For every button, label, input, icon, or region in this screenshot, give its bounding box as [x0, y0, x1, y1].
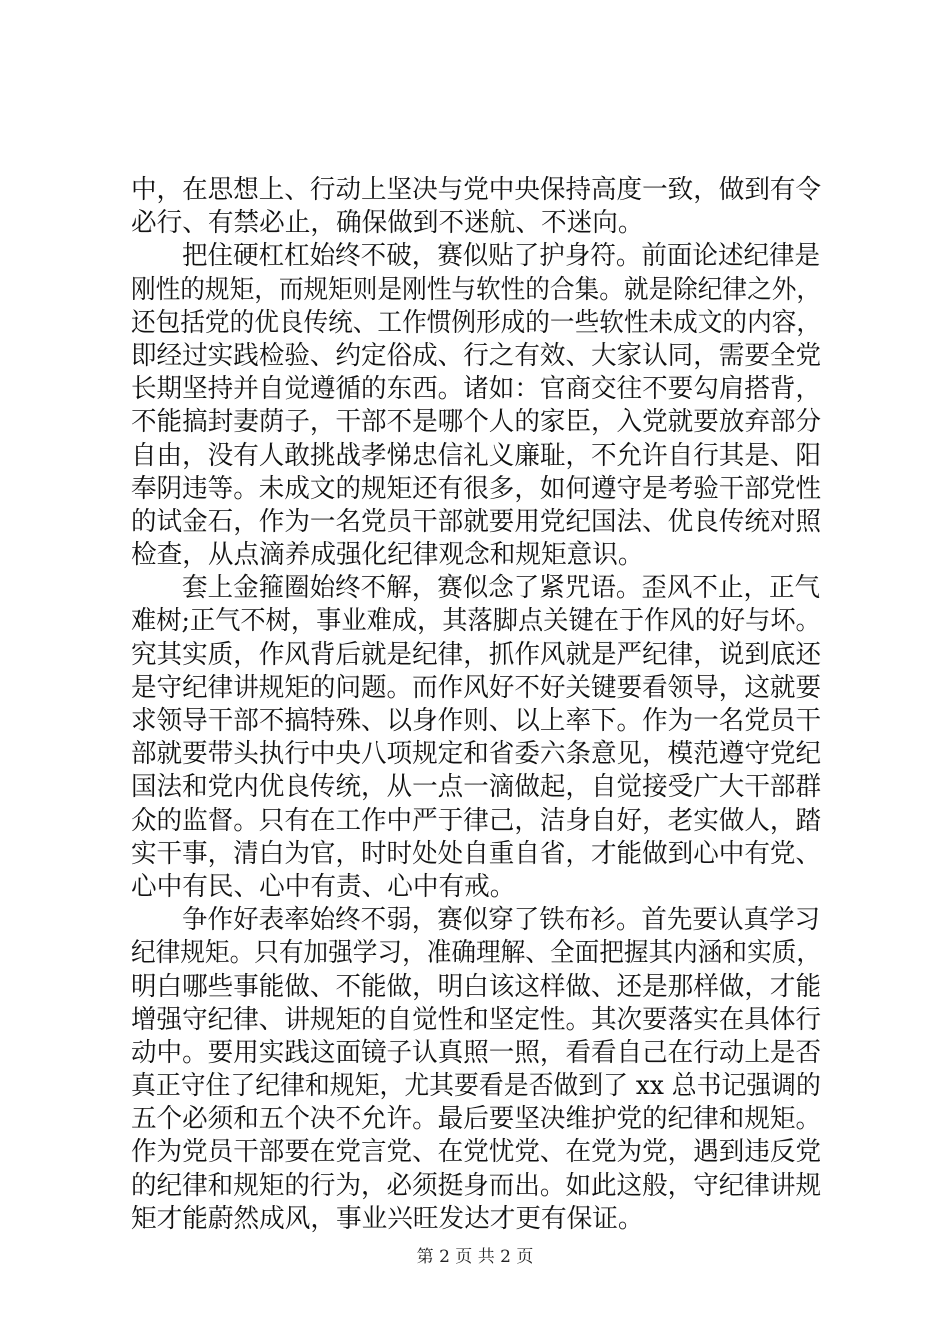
text-line: 中，在思想上、行动上坚决与党中央保持高度一致，做到有令: [131, 175, 822, 205]
text-line: 五个必须和五个决不允许。最后要坚决维护党的纪律和规矩。: [131, 1104, 822, 1135]
text-line: 众的监督。只有在工作中严于律己，洁身自好，老实做人，踏: [131, 805, 822, 836]
text-line: 实干事，清白为官，时时处处自重自省，才能做到心中有党、: [131, 838, 822, 869]
text-line: 增强守纪律、讲规矩的自觉性和坚定性。其次要落实在具体行: [131, 1004, 822, 1035]
document-body: [131, 174, 831, 1236]
text-line: 即经过实践检验、约定俗成、行之有效、大家认同，需要全党: [131, 340, 822, 371]
text-line: 长期坚持并自觉遵循的东西。诸如：官商交往不要勾肩搭背，: [131, 374, 822, 405]
text-line: 奉阴违等。未成文的规矩还有很多，如何遵守是考验干部党性: [131, 473, 822, 504]
page-footer: 第 2 页 共 2 页: [416, 1247, 534, 1267]
text-line: 求领导干部不搞特殊、以身作则、以上率下。作为一名党员干: [131, 706, 822, 736]
text-line: 国法和党内优良传统，从一点一滴做起，自觉接受广大干部群: [131, 772, 822, 803]
text-line: 动中。要用实践这面镜子认真照一照，看看自己在行动上是否: [131, 1037, 822, 1068]
text-line: 还包括党的优良传统、工作惯例形成的一些软性未成文的内容，: [131, 307, 822, 338]
text-line: 的试金石，作为一名党员干部就要用党纪国法、优良传统对照: [131, 506, 822, 537]
text-line: 是守纪律讲规矩的问题。而作风好不好关键要看领导，这就要: [131, 672, 822, 703]
text-line: 的纪律和规矩的行为，必须挺身而出。如此这般，守纪律讲规: [131, 1170, 822, 1201]
text-line: 心中有民、心中有责、心中有戒。: [131, 871, 516, 902]
text-line: 矩才能蔚然成风，事业兴旺发达才更有保证。: [131, 1203, 644, 1234]
text-line: 作为党员干部要在党言党、在党忧党、在党为党，遇到违反党: [131, 1137, 822, 1168]
text-line: 检查，从点滴养成强化纪律观念和规矩意识。: [131, 540, 644, 571]
text-line: 真正守住了纪律和规矩，尤其要看是否做到了 xx 总书记强调的: [131, 1071, 821, 1102]
text-line: 纪律规矩。只有加强学习，准确理解、全面把握其内涵和实质，: [131, 938, 822, 969]
text-line: 难树;正气不树，事业难成，其落脚点关键在于作风的好与坏。: [131, 606, 821, 637]
paragraph-first-line: 争作好表率始终不弱，赛似穿了铁布衫。首先要认真学习: [182, 905, 821, 936]
text-line: 不能搞封妻荫子，干部不是哪个人的家臣，入党就要放弃部分: [131, 407, 822, 438]
text-line: 必行、有禁必止，确保做到不迷航、不迷向。: [131, 208, 644, 239]
paragraph-first-line: 把住硬杠杠始终不破，赛似贴了护身符。前面论述纪律是: [182, 241, 821, 272]
text-line: 部就要带头执行中央八项规定和省委六条意见，模范遵守党纪: [131, 739, 822, 770]
text-line: 究其实质，作风背后就是纪律，抓作风就是严纪律，说到底还: [131, 639, 822, 670]
text-line: 明白哪些事能做、不能做，明白该这样做、还是那样做，才能: [131, 971, 822, 1002]
paragraph-first-line: 套上金箍圈始终不解，赛似念了紧咒语。歪风不止，正气: [182, 573, 821, 604]
text-line: 刚性的规矩，而规矩则是刚性与软性的合集。就是除纪律之外，: [131, 274, 822, 305]
text-line: 自由，没有人敢挑战孝悌忠信礼义廉耻，不允许自行其是、阳: [131, 440, 822, 471]
